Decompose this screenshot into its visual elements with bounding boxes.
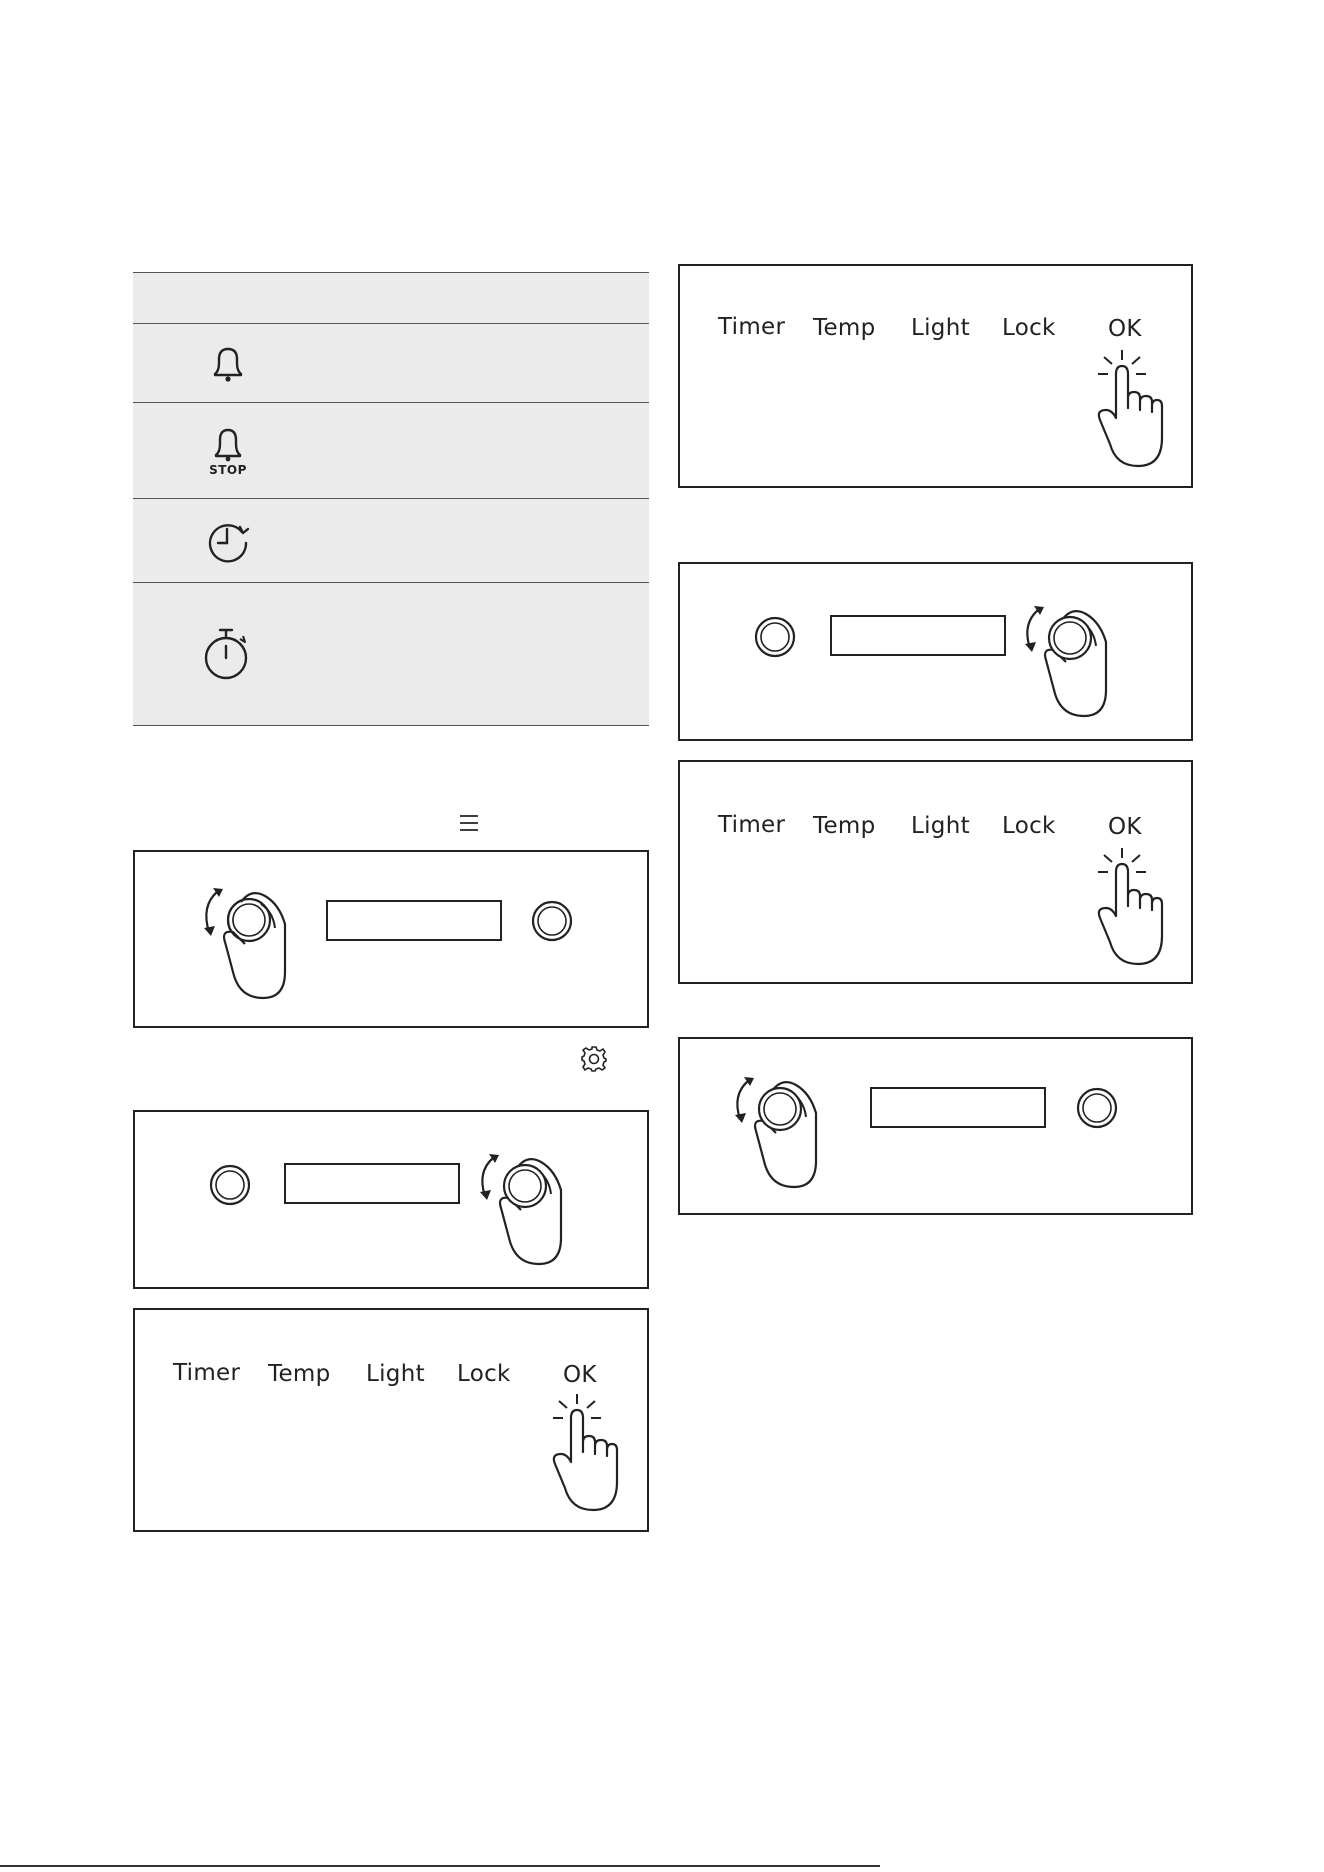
light-button[interactable]: Light <box>911 813 970 839</box>
display-screen <box>830 615 1006 656</box>
lock-button[interactable]: Lock <box>1002 315 1056 341</box>
knob-turn-illustration <box>1010 594 1140 724</box>
bell-stop-icon <box>193 403 263 498</box>
knob-turn-illustration <box>465 1142 595 1272</box>
table-row <box>133 583 649 726</box>
knob-turn-illustration <box>135 852 651 1030</box>
temp-button[interactable]: Temp <box>268 1361 331 1387</box>
timer-button[interactable]: Timer <box>173 1360 241 1386</box>
knob-left[interactable] <box>754 616 796 658</box>
tap-hand-icon <box>1090 346 1170 476</box>
buttons-panel <box>678 264 1193 488</box>
display-screen <box>284 1163 460 1204</box>
knob-right-panel <box>678 562 1193 741</box>
timer-button[interactable]: Timer <box>718 314 786 340</box>
tap-hand-icon <box>1090 844 1170 974</box>
ok-button[interactable]: OK <box>1108 814 1142 840</box>
ok-button[interactable]: OK <box>563 1362 597 1388</box>
table-header-row <box>133 272 649 324</box>
knob-right-panel <box>133 1110 649 1289</box>
temp-button[interactable]: Temp <box>813 315 876 341</box>
clock-delay-icon <box>193 499 263 582</box>
stop-icon-text: STOP <box>209 463 247 477</box>
footer-rule <box>0 1865 880 1867</box>
buttons-panel <box>678 760 1193 984</box>
table-row <box>133 403 649 499</box>
temp-button[interactable]: Temp <box>813 813 876 839</box>
buttons-panel <box>133 1308 649 1532</box>
light-button[interactable]: Light <box>911 315 970 341</box>
knob-turn-illustration <box>720 1065 850 1195</box>
knob-left[interactable] <box>209 1164 251 1206</box>
menu-lines-icon <box>459 814 479 832</box>
light-button[interactable]: Light <box>366 1361 425 1387</box>
lock-button[interactable]: Lock <box>457 1361 511 1387</box>
knob-left-panel <box>678 1037 1193 1215</box>
knob-right[interactable] <box>1076 1087 1118 1129</box>
table-row <box>133 324 649 403</box>
ok-button[interactable]: OK <box>1108 316 1142 342</box>
knob-right[interactable] <box>531 900 573 942</box>
lock-button[interactable]: Lock <box>1002 813 1056 839</box>
timer-button[interactable]: Timer <box>718 812 786 838</box>
knob-left-panel <box>133 850 649 1028</box>
stopwatch-icon <box>193 583 263 725</box>
tap-hand-icon <box>545 1390 625 1520</box>
display-screen <box>870 1087 1046 1128</box>
table-row <box>133 499 649 583</box>
gear-icon <box>580 1045 608 1073</box>
display-screen <box>326 900 502 941</box>
bell-icon <box>193 324 263 402</box>
